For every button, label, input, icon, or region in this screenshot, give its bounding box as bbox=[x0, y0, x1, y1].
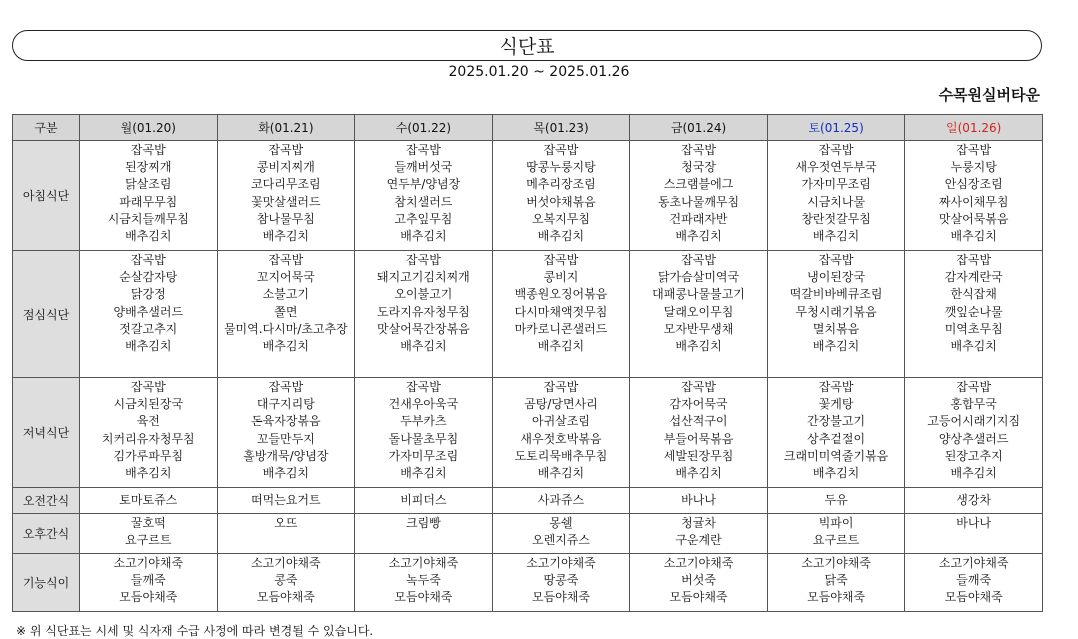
menu-item: 비피더스 bbox=[400, 493, 447, 508]
menu-item: 들깨죽 bbox=[130, 573, 166, 588]
menu-item: 모듬야채죽 bbox=[119, 590, 178, 605]
menu-item: 요구르트 bbox=[812, 533, 860, 548]
menu-cell-sat bbox=[767, 251, 905, 378]
menu-item: 배추김치 bbox=[262, 466, 310, 481]
menu-cell-wed bbox=[355, 251, 493, 378]
menu-item: 누룽지탕 bbox=[950, 160, 997, 175]
menu-item: 들깨죽 bbox=[956, 573, 992, 588]
menu-item: 감자어묵국 bbox=[669, 397, 728, 412]
menu-item: 시금치나물 bbox=[807, 194, 866, 209]
menu-item: 녹두죽 bbox=[406, 573, 441, 588]
menu-item: 꿀호떡 bbox=[130, 516, 166, 530]
menu-cell-wed bbox=[355, 554, 493, 612]
menu-cell-thu bbox=[492, 554, 630, 612]
menu-item: 떠먹는요거트 bbox=[251, 493, 321, 508]
menu-cell-fri bbox=[630, 514, 768, 554]
menu-item: 고등어시래기지짐 bbox=[927, 414, 1021, 429]
menu-item: 대구지리탕 bbox=[256, 397, 315, 412]
menu-item: 가자미무조림 bbox=[801, 177, 871, 192]
meal-row bbox=[13, 488, 1043, 514]
meal-row bbox=[13, 514, 1043, 554]
header-day-wed: 수(01.22) bbox=[355, 115, 493, 141]
menu-item: 도라지유자청무침 bbox=[377, 304, 470, 319]
menu-cell-mon bbox=[80, 251, 218, 378]
menu-item: 크림빵 bbox=[406, 516, 441, 530]
menu-item: 배추김치 bbox=[950, 466, 997, 481]
menu-item: 잡곡밥 bbox=[956, 380, 992, 394]
page-title bbox=[12, 30, 1042, 61]
menu-cell-mon bbox=[80, 514, 218, 554]
menu-item: 순살감자탕 bbox=[119, 270, 178, 285]
meal-row bbox=[13, 251, 1043, 378]
menu-item: 배추김치 bbox=[537, 229, 585, 244]
title-text: 식단표 bbox=[499, 36, 555, 58]
menu-item: 잡곡밥 bbox=[406, 143, 441, 157]
menu-item: 바나나 bbox=[956, 516, 992, 530]
menu-item: 홍합무국 bbox=[950, 397, 997, 412]
menu-item: 바나나 bbox=[681, 493, 716, 508]
menu-item: 물미역.다시마/초고추장 bbox=[223, 321, 348, 336]
menu-item: 양상추샐러드 bbox=[938, 431, 1009, 446]
menu-item: 배추김치 bbox=[400, 466, 447, 481]
menu-cell-sun bbox=[905, 514, 1043, 554]
menu-item: 모듬야채죽 bbox=[669, 590, 728, 605]
row-label: 저녁식단 bbox=[13, 378, 80, 488]
menu-item: 간장불고기 bbox=[807, 414, 866, 429]
menu-item: 몽쉘 bbox=[549, 516, 573, 530]
menu-item: 모듬야채죽 bbox=[394, 590, 453, 605]
menu-item: 배추김치 bbox=[262, 339, 310, 354]
menu-item: 쫄면 bbox=[274, 304, 298, 319]
menu-item: 잡곡밥 bbox=[406, 253, 441, 267]
menu-cell-sat bbox=[767, 378, 905, 488]
menu-item: 버섯죽 bbox=[681, 573, 716, 588]
menu-item: 잡곡밥 bbox=[268, 380, 304, 394]
menu-item: 맛살어묵간장볶음 bbox=[377, 321, 470, 336]
menu-item: 모듬야채죽 bbox=[256, 590, 315, 605]
menu-item: 모자반무생채 bbox=[663, 321, 734, 336]
menu-item: 콩죽 bbox=[274, 573, 298, 588]
menu-cell-sat bbox=[767, 141, 905, 251]
menu-item: 잡곡밥 bbox=[406, 380, 441, 394]
menu-item: 창란젓갈무침 bbox=[801, 211, 871, 226]
menu-item: 고추잎무침 bbox=[394, 211, 453, 226]
menu-item: 콩비지찌개 bbox=[256, 160, 315, 175]
menu-item: 오복지무침 bbox=[531, 211, 590, 226]
menu-cell-sat bbox=[767, 488, 905, 514]
menu-item: 떡갈비바베큐조림 bbox=[789, 287, 883, 302]
menu-item: 백종원오징어볶음 bbox=[514, 287, 608, 302]
menu-item: 두유 bbox=[824, 493, 848, 508]
menu-item: 안심장조림 bbox=[944, 177, 1003, 192]
menu-cell-fri bbox=[630, 141, 768, 251]
menu-item: 배추김치 bbox=[812, 339, 860, 354]
menu-item: 새우젓호박볶음 bbox=[520, 431, 602, 446]
menu-item: 맛살어묵볶음 bbox=[938, 211, 1009, 226]
meal-row bbox=[13, 554, 1043, 612]
menu-item: 무청시래기볶음 bbox=[795, 304, 877, 319]
menu-cell-sun bbox=[905, 488, 1043, 514]
menu-item: 건파래자반 bbox=[669, 211, 728, 226]
menu-item: 크래미미역줄기볶음 bbox=[783, 448, 889, 463]
menu-item: 된장고추지 bbox=[944, 448, 1003, 463]
menu-item: 돈육자장볶음 bbox=[251, 414, 321, 429]
menu-item: 대패콩나물불고기 bbox=[652, 287, 745, 302]
menu-item: 빅파이 bbox=[818, 516, 854, 530]
menu-item: 섭산적구이 bbox=[669, 414, 728, 429]
meal-row bbox=[13, 378, 1043, 488]
menu-item: 들깨버섯국 bbox=[394, 160, 453, 175]
menu-item: 상추겉절이 bbox=[807, 431, 866, 446]
menu-item: 오이불고기 bbox=[394, 287, 453, 302]
menu-item: 사과쥬스 bbox=[537, 493, 585, 508]
menu-item: 소고기야채죽 bbox=[113, 556, 184, 570]
menu-item: 닭살조림 bbox=[125, 177, 172, 192]
menu-cell-wed bbox=[355, 378, 493, 488]
menu-cell-sun bbox=[905, 141, 1043, 251]
menu-item: 잡곡밥 bbox=[543, 143, 579, 157]
meal-row bbox=[13, 141, 1043, 251]
menu-cell-sat bbox=[767, 514, 905, 554]
header-day-mon: 월(01.20) bbox=[80, 115, 218, 141]
menu-item: 오뜨 bbox=[274, 516, 298, 530]
menu-cell-thu bbox=[492, 514, 630, 554]
menu-cell-sun bbox=[905, 378, 1043, 488]
menu-item: 김가루파무침 bbox=[113, 448, 184, 463]
menu-item: 냉이된장국 bbox=[807, 270, 866, 285]
menu-cell-sun bbox=[905, 251, 1043, 378]
menu-item: 배추김치 bbox=[812, 466, 860, 481]
menu-item: 양배추샐러드 bbox=[113, 304, 184, 319]
menu-item: 파래무무침 bbox=[119, 194, 178, 209]
menu-item: 배추김치 bbox=[537, 339, 585, 354]
menu-item: 땅콩누룽지탕 bbox=[526, 160, 596, 175]
menu-item: 소고기야채죽 bbox=[663, 556, 734, 570]
menu-item: 꼬들만두지 bbox=[256, 431, 315, 446]
menu-item: 두부카츠 bbox=[400, 414, 447, 429]
menu-cell-tue bbox=[217, 514, 355, 554]
menu-cell-mon bbox=[80, 378, 218, 488]
menu-item: 가자미무조림 bbox=[388, 448, 459, 463]
row-label: 오전간식 bbox=[13, 488, 80, 514]
menu-item: 홀방개묵/양념장 bbox=[243, 448, 329, 463]
menu-item: 곰탕/당면사리 bbox=[524, 397, 598, 412]
menu-item: 된장찌개 bbox=[125, 160, 172, 175]
menu-cell-thu bbox=[492, 378, 630, 488]
menu-item: 버섯야채볶음 bbox=[526, 194, 596, 209]
menu-item: 코다리무조림 bbox=[251, 177, 321, 192]
menu-item: 생강차 bbox=[956, 493, 992, 508]
menu-item: 청국장 bbox=[681, 160, 716, 175]
menu-cell-mon bbox=[80, 141, 218, 251]
menu-item: 배추김치 bbox=[675, 229, 722, 244]
row-label: 아침식단 bbox=[13, 141, 80, 251]
menu-item: 모듬야채죽 bbox=[807, 590, 866, 605]
menu-cell-mon bbox=[80, 554, 218, 612]
menu-cell-thu bbox=[492, 141, 630, 251]
menu-item: 꽃맛살샐러드 bbox=[251, 194, 321, 209]
menu-item: 배추김치 bbox=[950, 229, 997, 244]
menu-item: 배추김치 bbox=[812, 229, 860, 244]
menu-cell-fri bbox=[630, 378, 768, 488]
menu-cell-thu bbox=[492, 251, 630, 378]
menu-item: 소불고기 bbox=[262, 287, 310, 302]
menu-item: 건새우아욱국 bbox=[388, 397, 459, 412]
menu-item: 배추김치 bbox=[262, 229, 310, 244]
menu-item: 모듬야채죽 bbox=[531, 590, 590, 605]
menu-item: 소고기야채죽 bbox=[388, 556, 459, 570]
menu-cell-wed bbox=[355, 514, 493, 554]
header-row bbox=[13, 115, 1043, 141]
header-day-sat: 토(01.25) bbox=[767, 115, 905, 141]
menu-item: 배추김치 bbox=[400, 339, 447, 354]
menu-item: 잡곡밥 bbox=[956, 253, 992, 267]
menu-cell-thu bbox=[492, 488, 630, 514]
menu-item: 깻잎순나물 bbox=[944, 304, 1003, 319]
menu-item: 소고기야채죽 bbox=[251, 556, 321, 570]
menu-item: 배추김치 bbox=[675, 466, 722, 481]
menu-item: 배추김치 bbox=[950, 339, 997, 354]
menu-item: 참치샐러드 bbox=[394, 194, 453, 209]
menu-cell-tue bbox=[217, 141, 355, 251]
menu-cell-wed bbox=[355, 488, 493, 514]
menu-item: 닭죽 bbox=[824, 573, 848, 588]
menu-item: 소고기야채죽 bbox=[526, 556, 596, 570]
menu-table bbox=[12, 114, 1043, 612]
menu-cell-fri bbox=[630, 554, 768, 612]
menu-item: 도토리묵배추무침 bbox=[514, 448, 608, 463]
menu-item: 콩비지 bbox=[543, 270, 579, 285]
menu-item: 땅콩죽 bbox=[543, 573, 579, 588]
menu-item: 꽃게탕 bbox=[818, 397, 854, 412]
menu-item: 청귤차 bbox=[681, 516, 716, 530]
menu-item: 마카로니콘샐러드 bbox=[514, 321, 608, 336]
menu-item: 잡곡밥 bbox=[818, 253, 854, 267]
menu-item: 감자계란국 bbox=[944, 270, 1003, 285]
menu-item: 스크램블에그 bbox=[663, 177, 734, 192]
menu-item: 배추김치 bbox=[675, 339, 722, 354]
row-label: 점심식단 bbox=[13, 251, 80, 378]
organization-name: 수목원실버타운 bbox=[938, 86, 1040, 104]
header-day-tue: 화(01.21) bbox=[217, 115, 355, 141]
menu-cell-sat bbox=[767, 554, 905, 612]
menu-item: 새우젓연두부국 bbox=[795, 160, 877, 175]
menu-item: 참나물무침 bbox=[256, 211, 315, 226]
menu-item: 잡곡밥 bbox=[130, 253, 166, 267]
menu-item: 꼬지어묵국 bbox=[256, 270, 315, 285]
menu-cell-tue bbox=[217, 554, 355, 612]
header-day-thu: 목(01.23) bbox=[492, 115, 630, 141]
menu-cell-wed bbox=[355, 141, 493, 251]
menu-item: 부들어묵볶음 bbox=[663, 431, 734, 446]
menu-item: 배추김치 bbox=[125, 339, 172, 354]
menu-cell-mon bbox=[80, 488, 218, 514]
menu-item: 배추김치 bbox=[537, 466, 585, 481]
header-category: 구분 bbox=[13, 115, 80, 141]
menu-item: 아귀살조림 bbox=[531, 414, 590, 429]
menu-item: 메추리장조림 bbox=[526, 177, 596, 192]
menu-item: 짜사이채무침 bbox=[938, 194, 1009, 209]
menu-item: 잡곡밥 bbox=[268, 253, 304, 267]
menu-item: 시금치들깨무침 bbox=[107, 211, 189, 226]
menu-item: 배추김치 bbox=[400, 229, 447, 244]
menu-item: 잡곡밥 bbox=[543, 380, 579, 394]
menu-item: 한식잡채 bbox=[950, 287, 997, 302]
menu-item: 소고기야채죽 bbox=[801, 556, 871, 570]
menu-item: 치커리유자청무침 bbox=[101, 431, 195, 446]
menu-item: 배추김치 bbox=[125, 229, 172, 244]
menu-item: 세발된장무침 bbox=[663, 448, 734, 463]
row-label: 오후간식 bbox=[13, 514, 80, 554]
menu-item: 구운계란 bbox=[675, 533, 722, 548]
menu-cell-tue bbox=[217, 488, 355, 514]
row-label: 기능식이 bbox=[13, 554, 80, 612]
date-range: 2025.01.20 ~ 2025.01.26 bbox=[448, 64, 630, 80]
footnote: ※ 위 식단표는 시세 및 식자재 수급 사정에 따라 변경될 수 있습니다. bbox=[16, 624, 374, 638]
menu-item: 젓갈고추지 bbox=[119, 321, 178, 336]
menu-item: 잡곡밥 bbox=[818, 380, 854, 394]
menu-item: 잡곡밥 bbox=[681, 143, 716, 157]
menu-cell-tue bbox=[217, 378, 355, 488]
menu-item: 달래오이무침 bbox=[663, 304, 734, 319]
menu-cell-fri bbox=[630, 251, 768, 378]
menu-item: 닭강정 bbox=[130, 287, 166, 302]
menu-item: 배추김치 bbox=[125, 466, 172, 481]
menu-item: 잡곡밥 bbox=[681, 253, 716, 267]
menu-item: 연두부/양념장 bbox=[386, 177, 461, 192]
header-day-sun: 일(01.26) bbox=[905, 115, 1043, 141]
menu-item: 잡곡밥 bbox=[130, 143, 166, 157]
menu-item: 돼지고기김치찌개 bbox=[377, 270, 470, 285]
menu-item: 모듬야채죽 bbox=[944, 590, 1003, 605]
menu-item: 닭가슴살미역국 bbox=[657, 270, 740, 285]
menu-item: 잡곡밥 bbox=[956, 143, 992, 157]
menu-item: 토마토쥬스 bbox=[119, 493, 178, 508]
menu-item: 잡곡밥 bbox=[543, 253, 579, 267]
menu-item: 잡곡밥 bbox=[130, 380, 166, 394]
menu-item: 멸치볶음 bbox=[812, 321, 860, 336]
menu-item: 돌나물초무침 bbox=[388, 431, 459, 446]
menu-item: 동초나물깨무침 bbox=[657, 194, 740, 209]
menu-item: 요구르트 bbox=[125, 533, 172, 548]
menu-item: 미역초무침 bbox=[944, 321, 1003, 336]
menu-cell-tue bbox=[217, 251, 355, 378]
menu-item: 잡곡밥 bbox=[268, 143, 304, 157]
menu-item: 시금치된장국 bbox=[113, 397, 184, 412]
menu-item: 육전 bbox=[136, 414, 160, 429]
menu-item: 잡곡밥 bbox=[681, 380, 716, 394]
menu-item: 소고기야채죽 bbox=[938, 556, 1009, 570]
menu-item: 잡곡밥 bbox=[818, 143, 854, 157]
menu-cell-fri bbox=[630, 488, 768, 514]
menu-cell-sun bbox=[905, 554, 1043, 612]
header-day-fri: 금(01.24) bbox=[630, 115, 768, 141]
menu-item: 다시마채액젓무침 bbox=[514, 304, 608, 319]
menu-item: 오렌지쥬스 bbox=[531, 533, 590, 548]
